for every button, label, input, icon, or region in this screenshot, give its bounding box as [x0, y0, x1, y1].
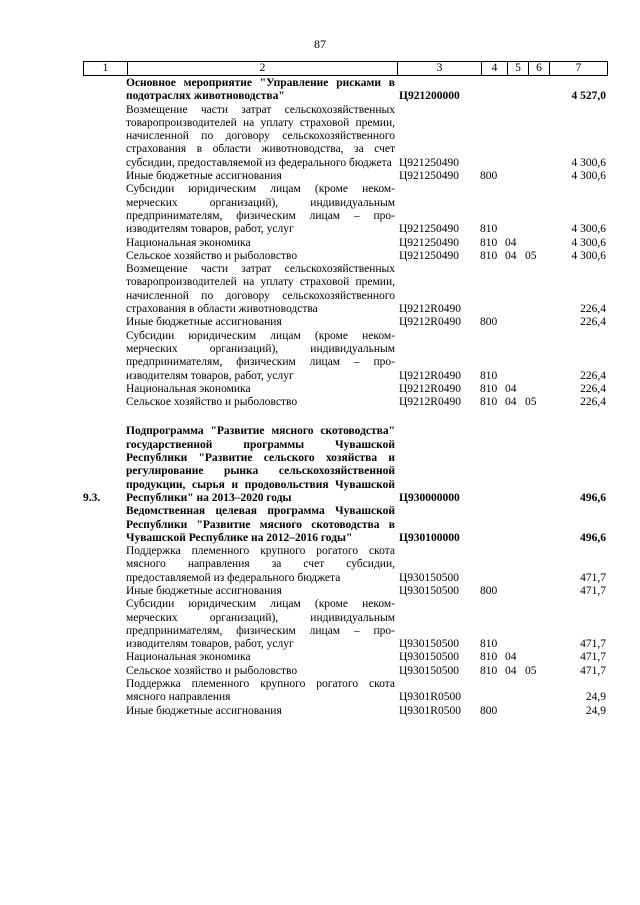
row-description: Субсидии юридическим лицам (кроме некоммерческих организаций), индивидуальным предпринимателям, физическим лицам – производителям товаров, работ, услуг [126, 598, 395, 651]
row-amount: 226,4 [580, 382, 606, 395]
row-target-code: Ц921250490 [399, 156, 460, 169]
row-amount: 4 300,6 [571, 249, 606, 262]
row-description: Иные бюджетные ассигнования [126, 584, 282, 597]
table-row [83, 330, 608, 383]
table-row [83, 598, 608, 651]
row-amount: 226,4 [580, 369, 606, 382]
row-target-code: Ц930000000 [399, 491, 460, 504]
row-expense-type: 810 [480, 396, 498, 409]
row-section: 04 [505, 664, 517, 677]
row-description: Основное мероприятие "Управление рисками в подотраслях животноводства" [126, 77, 395, 103]
row-expense-type: 810 [480, 664, 498, 677]
page-number: 87 [314, 37, 326, 51]
row-target-code: Ц9301R0500 [399, 704, 461, 717]
table-row [83, 505, 608, 545]
row-amount: 24,9 [585, 704, 606, 717]
row-description: Субсидии юридическим лицам (кроме некоммерческих организаций), индивидуальным предпринимателям, физическим лицам – производителям товаров, работ, услуг [126, 329, 395, 382]
row-section: 04 [505, 249, 517, 262]
row-description: Возмещение части затрат сельскохозяйственных товаропроизводителей на уплату страховой премии, начисленной по договору сельскохозяйственного страхования в области животноводства [126, 263, 395, 316]
row-amount: 4 300,6 [571, 170, 606, 183]
row-description: Иные бюджетные ассигнования [126, 170, 282, 183]
row-amount: 4 300,6 [571, 156, 606, 169]
budget-table-body [83, 77, 608, 718]
table-row [83, 545, 608, 585]
row-description: Иные бюджетные ассигнования [126, 316, 282, 329]
row-amount: 4 300,6 [571, 223, 606, 236]
row-target-code: Ц930150500 [399, 638, 460, 651]
row-expense-type: 810 [480, 236, 498, 249]
column-header-row [83, 61, 608, 76]
row-amount: 496,6 [580, 491, 606, 504]
table-row [83, 77, 608, 104]
row-target-code: Ц9212R0490 [399, 369, 461, 382]
section-spacer [83, 409, 608, 425]
row-target-code: Ц9212R0490 [399, 303, 461, 316]
row-amount: 226,4 [580, 316, 606, 329]
table-row [83, 425, 608, 505]
table-row [83, 383, 608, 396]
row-amount: 471,7 [580, 584, 606, 597]
row-target-code: Ц930100000 [399, 531, 460, 544]
row-target-code: Ц921250490 [399, 249, 460, 262]
row-expense-type: 810 [480, 223, 498, 236]
table-row [83, 237, 608, 250]
table-row [83, 678, 608, 705]
row-amount: 471,7 [580, 638, 606, 651]
table-row [83, 665, 608, 678]
row-number: 9.3. [83, 491, 101, 504]
row-section: 04 [505, 382, 517, 395]
column-header-4: 4 [482, 62, 508, 76]
row-amount: 4 300,6 [571, 236, 606, 249]
row-expense-type: 800 [480, 704, 498, 717]
row-target-code: Ц921250490 [399, 236, 460, 249]
row-section: 04 [505, 236, 517, 249]
row-expense-type: 800 [480, 316, 498, 329]
row-target-code: Ц921250490 [399, 170, 460, 183]
row-target-code: Ц930150500 [399, 651, 460, 664]
row-target-code: Ц930150500 [399, 571, 460, 584]
row-description: Поддержка племенного крупного рогатого скота мясного направления за счет субсидии, предоставляемой из федерального бюджета [126, 545, 395, 584]
row-expense-type: 810 [480, 382, 498, 395]
row-target-code: Ц9212R0490 [399, 396, 461, 409]
row-amount: 4 527,0 [571, 90, 606, 103]
column-header-6: 6 [529, 62, 550, 76]
row-subsection: 05 [525, 396, 537, 409]
row-subsection: 05 [525, 664, 537, 677]
table-row [83, 705, 608, 718]
row-target-code: Ц921250490 [399, 223, 460, 236]
row-target-code: Ц930150500 [399, 584, 460, 597]
column-header-1: 1 [84, 62, 128, 76]
row-expense-type: 800 [480, 170, 498, 183]
table-row [83, 250, 608, 263]
row-amount: 24,9 [585, 691, 606, 704]
row-amount: 471,7 [580, 664, 606, 677]
table-row [83, 316, 608, 329]
row-expense-type: 810 [480, 369, 498, 382]
row-expense-type: 810 [480, 249, 498, 262]
row-amount: 226,4 [580, 396, 606, 409]
row-description: Национальная экономика [126, 236, 251, 249]
row-section: 04 [505, 651, 517, 664]
row-amount: 226,4 [580, 303, 606, 316]
column-header-5: 5 [508, 62, 529, 76]
row-description: Подпрограмма "Развитие мясного скотоводства" государственной программы Чувашской Республики "Развитие сельского хозяйства и регулирование рынка сельскохозяйственной продукции, сырья и продовольствия Чувашской Республики" на 2013–2020 годы [126, 425, 395, 504]
row-description: Сельское хозяйство и рыболовство [126, 664, 298, 677]
table-row [83, 585, 608, 598]
row-target-code: Ц9212R0490 [399, 316, 461, 329]
row-description: Национальная экономика [126, 651, 251, 664]
table-row [83, 170, 608, 183]
row-target-code: Ц9212R0490 [399, 382, 461, 395]
row-section: 04 [505, 396, 517, 409]
row-description: Иные бюджетные ассигнования [126, 704, 282, 717]
table-row [83, 651, 608, 664]
row-description: Сельское хозяйство и рыболовство [126, 249, 298, 262]
column-header-2: 2 [128, 62, 398, 76]
table-row [83, 183, 608, 236]
row-amount: 471,7 [580, 651, 606, 664]
row-amount: 471,7 [580, 571, 606, 584]
row-expense-type: 810 [480, 638, 498, 651]
table-row [83, 104, 608, 170]
row-target-code: Ц9301R0500 [399, 691, 461, 704]
row-description: Национальная экономика [126, 382, 251, 395]
row-description: Сельское хозяйство и рыболовство [126, 396, 298, 409]
row-target-code: Ц921200000 [399, 90, 460, 103]
row-description: Поддержка племенного крупного рогатого скота мясного направления [126, 678, 395, 704]
row-description: Ведомственная целевая программа Чувашской Республики "Развитие мясного скотоводства в Чувашской Республике на 2012–2016 годы" [126, 505, 395, 544]
column-header-7: 7 [550, 62, 608, 76]
row-description: Субсидии юридическим лицам (кроме некоммерческих организаций), индивидуальным предпринимателям, физическим лицам – производителям товаров, работ, услуг [126, 183, 395, 236]
row-amount: 496,6 [580, 531, 606, 544]
row-description: Возмещение части затрат сельскохозяйственных товаропроизводителей на уплату страховой премии, начисленной по договору сельскохозяйственного страхования в области животноводства, за счет субсидии, предоставляемой из федерального бюджета [126, 103, 395, 169]
table-row [83, 263, 608, 316]
row-target-code: Ц930150500 [399, 664, 460, 677]
row-subsection: 05 [525, 249, 537, 262]
row-expense-type: 810 [480, 651, 498, 664]
table-row [83, 396, 608, 409]
row-expense-type: 800 [480, 584, 498, 597]
column-header-3: 3 [398, 62, 482, 76]
